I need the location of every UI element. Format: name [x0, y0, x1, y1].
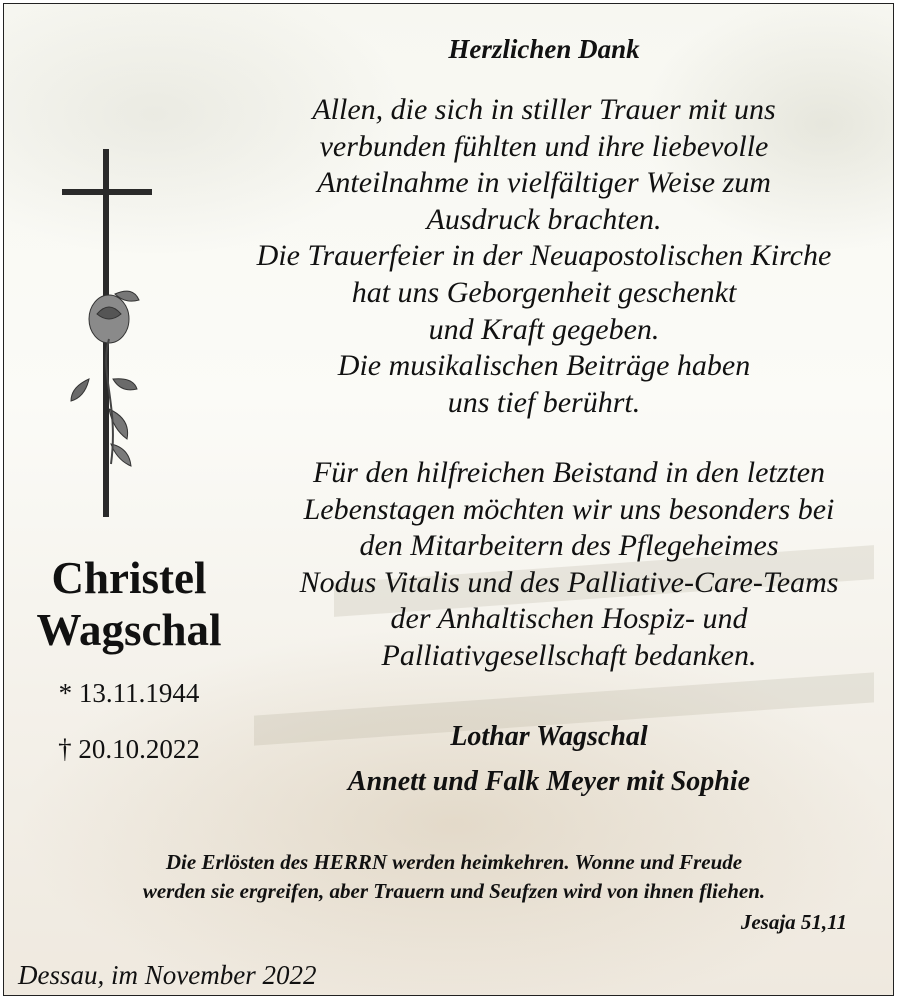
text-line: Nodus Vitalis und des Palliative-Care-Teams	[299, 565, 839, 599]
signature-1: Lothar Wagschal	[450, 721, 648, 752]
verse-reference: Jesaja 51,11	[740, 910, 847, 934]
text-line: Anteilnahme in vielfältiger Weise zum	[317, 166, 771, 200]
thanks-paragraph-1	[199, 92, 889, 421]
signature-2: Annett und Falk Meyer mit Sophie	[347, 766, 751, 797]
deceased-first-name: Christel	[51, 553, 207, 603]
cross-with-rose-icon	[59, 144, 169, 524]
text-line: Die musikalischen Beiträge haben	[337, 349, 751, 383]
text-line: Palliativgesellschaft bedanken.	[381, 638, 757, 672]
text-line: Ausdruck brachten.	[426, 202, 662, 236]
text-line: verbunden fühlten und ihre liebevolle	[319, 129, 769, 163]
obituary-card	[3, 3, 894, 996]
text-line: den Mitarbeitern des Pflegeheimes	[359, 529, 779, 563]
text-line: Allen, die sich in stiller Trauer mit uns	[312, 93, 776, 126]
text-line: und Kraft gegeben.	[428, 312, 660, 346]
text-line: Lebenstagen möchten wir uns besonders bei	[303, 492, 835, 526]
bible-verse	[14, 848, 894, 906]
deceased-name	[14, 552, 244, 656]
death-date: † 20.10.2022	[58, 734, 200, 764]
verse-line: Die Erlösten des HERRN werden heimkehren. Wonne und Freude	[165, 850, 743, 874]
text-line: Für den hilfreichen Beistand in den letzten	[312, 456, 826, 489]
text-line: der Anhaltischen Hospiz- und	[390, 602, 748, 636]
text-line: hat uns Geborgenheit geschenkt	[351, 275, 737, 309]
text-line: Die Trauerfeier in der Neuapostolischen Kirche	[256, 239, 832, 273]
thanks-heading: Herzlichen Dank	[448, 34, 640, 64]
place-and-date: Dessau, im November 2022	[18, 960, 317, 990]
text-line: uns tief berührt.	[447, 385, 641, 419]
birth-date: * 13.11.1944	[58, 678, 200, 708]
verse-line: werden sie ergreifen, aber Trauern und Seufzen wird von ihnen fliehen.	[142, 879, 766, 903]
thanks-paragraph-2	[244, 455, 894, 675]
deceased-last-name: Wagschal	[36, 605, 222, 655]
